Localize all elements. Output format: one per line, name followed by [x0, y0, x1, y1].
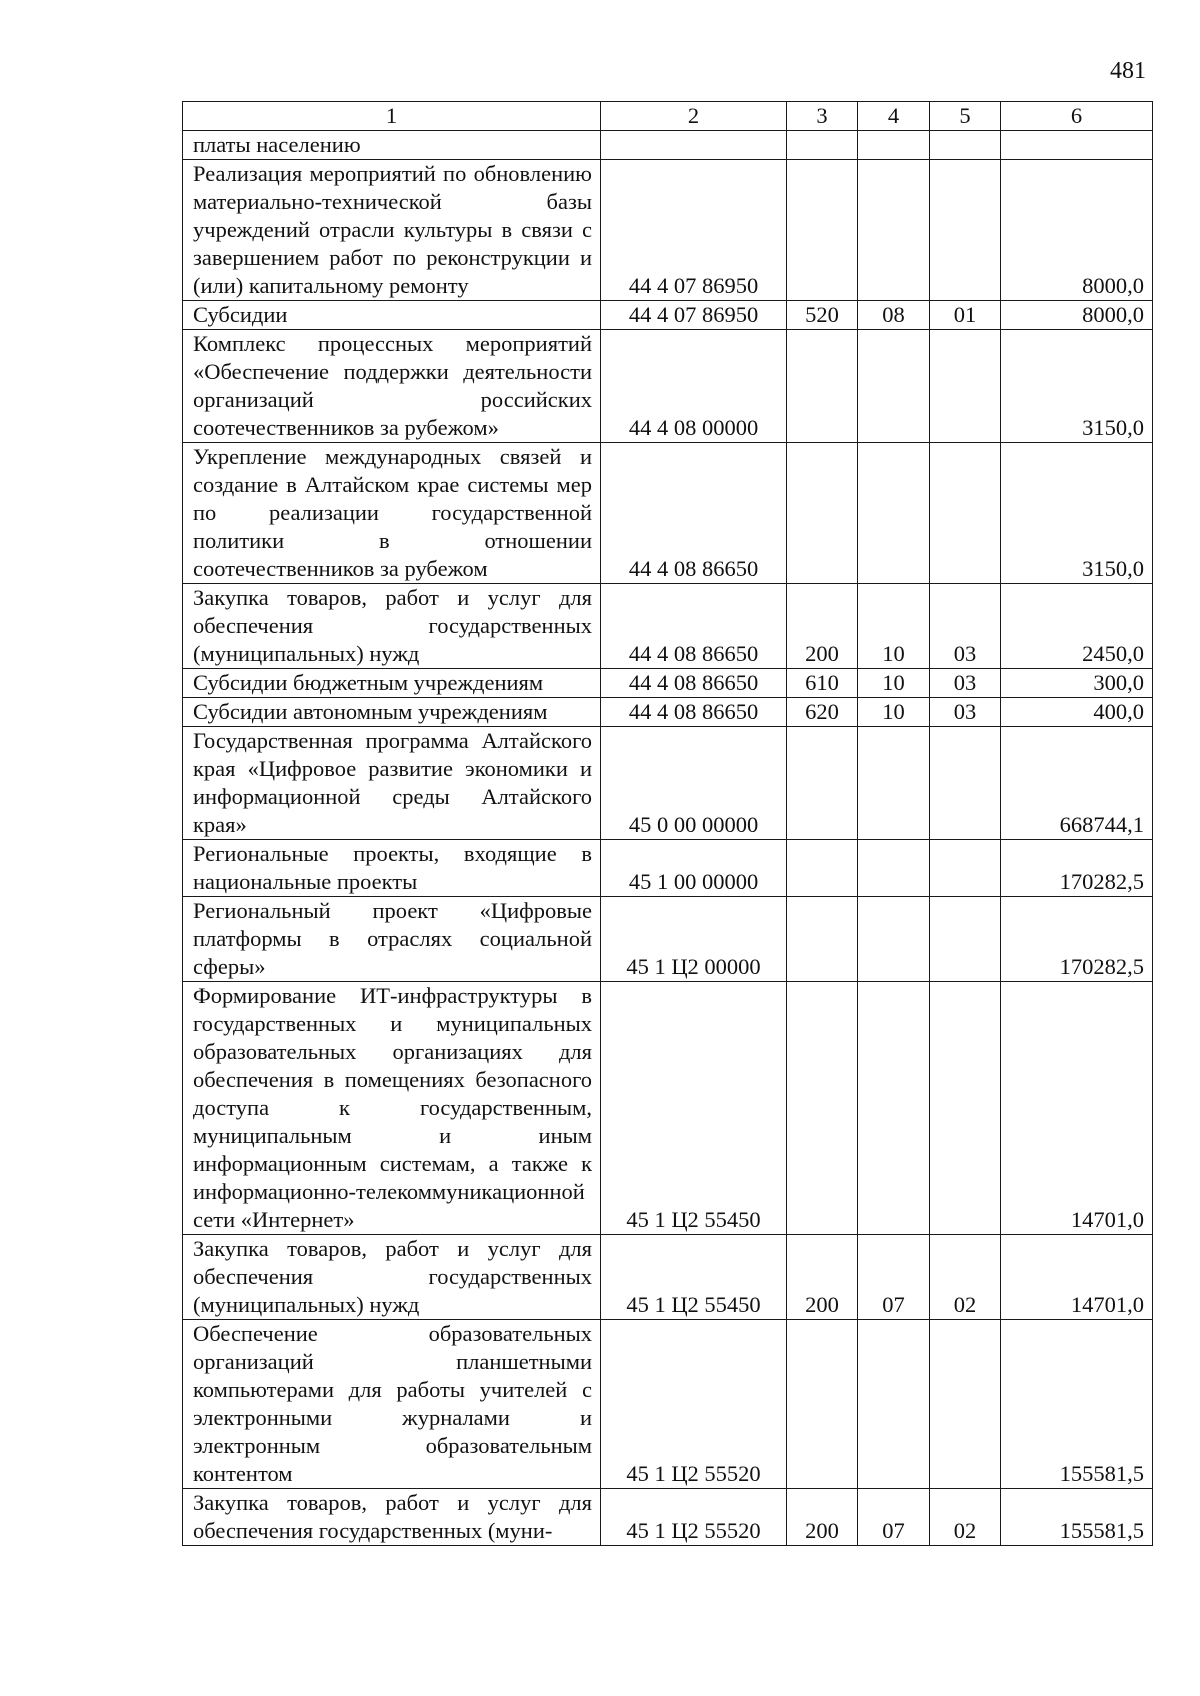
column-header: 2 [601, 102, 787, 131]
row-code: 45 1 Ц2 00000 [601, 897, 787, 982]
table-row [183, 1235, 1153, 1320]
row-sum: 14701,0 [1001, 982, 1153, 1235]
column-header: 5 [930, 102, 1001, 131]
row-name: Субсидии автономным учреждениям [183, 698, 601, 727]
row-col-5: 03 [930, 584, 1001, 669]
row-name: платы населению [183, 131, 601, 160]
table-row [183, 698, 1153, 727]
row-name: Укрепление международных связей и создание в Алтайском крае системы мер по реализации государственной политики в отношении соотечественников за рубежом [183, 443, 601, 584]
row-col-5 [930, 897, 1001, 982]
row-name: Субсидии [183, 301, 601, 330]
row-col-3 [787, 330, 858, 443]
row-col-5: 02 [930, 1235, 1001, 1320]
row-col-5 [930, 982, 1001, 1235]
row-code: 44 4 07 86950 [601, 301, 787, 330]
row-name: Обеспечение образовательных организаций планшетными компьютерами для работы учителей с электронными журналами и электронным образовательным контентом [183, 1320, 601, 1489]
row-sum: 668744,1 [1001, 727, 1153, 840]
row-col-3 [787, 727, 858, 840]
column-header: 4 [858, 102, 930, 131]
row-col-3: 200 [787, 1235, 858, 1320]
page-number: 481 [1110, 58, 1146, 84]
row-code: 45 1 Ц2 55450 [601, 1235, 787, 1320]
row-col-3: 200 [787, 1489, 858, 1546]
row-code: 45 1 Ц2 55520 [601, 1320, 787, 1489]
row-col-4 [858, 330, 930, 443]
table-header-row [183, 102, 1153, 131]
row-sum: 8000,0 [1001, 301, 1153, 330]
row-col-3: 200 [787, 584, 858, 669]
row-code: 45 1 Ц2 55520 [601, 1489, 787, 1546]
row-col-3: 610 [787, 669, 858, 698]
row-col-4 [858, 131, 930, 160]
row-sum: 155581,5 [1001, 1320, 1153, 1489]
row-name: Субсидии бюджетным учреждениям [183, 669, 601, 698]
row-col-4 [858, 160, 930, 301]
row-name: Формирование ИТ-инфраструктуры в государственных и муниципальных образовательных организациях для обеспечения в помещениях безопасного доступа к государственным, муниципальным и иным информационным системам, а также к информационно-телекоммуникационной сети «Интернет» [183, 982, 601, 1235]
table-row [183, 897, 1153, 982]
row-name: Региональные проекты, входящие в национальные проекты [183, 840, 601, 897]
row-col-5 [930, 160, 1001, 301]
table-row [183, 131, 1153, 160]
row-col-4 [858, 840, 930, 897]
row-col-5 [930, 840, 1001, 897]
row-col-5 [930, 1320, 1001, 1489]
row-sum: 170282,5 [1001, 840, 1153, 897]
row-col-3: 620 [787, 698, 858, 727]
row-col-3 [787, 840, 858, 897]
row-col-4 [858, 1320, 930, 1489]
table-row [183, 584, 1153, 669]
row-code [601, 131, 787, 160]
row-col-4 [858, 897, 930, 982]
row-sum: 3150,0 [1001, 443, 1153, 584]
row-col-4: 10 [858, 698, 930, 727]
row-col-3 [787, 897, 858, 982]
table-row [183, 301, 1153, 330]
row-col-5: 03 [930, 669, 1001, 698]
row-sum: 2450,0 [1001, 584, 1153, 669]
row-name: Комплекс процессных мероприятий «Обеспечение поддержки деятельности организаций российских соотечественников за рубежом» [183, 330, 601, 443]
row-sum: 400,0 [1001, 698, 1153, 727]
table-row [183, 982, 1153, 1235]
column-header: 6 [1001, 102, 1153, 131]
row-col-5 [930, 443, 1001, 584]
table-row [183, 1489, 1153, 1546]
row-code: 44 4 08 00000 [601, 330, 787, 443]
table-row [183, 1320, 1153, 1489]
row-sum: 14701,0 [1001, 1235, 1153, 1320]
row-name: Региональный проект «Цифровые платформы в отраслях социальной сферы» [183, 897, 601, 982]
row-col-4: 10 [858, 584, 930, 669]
row-col-3 [787, 1320, 858, 1489]
row-code: 45 0 00 00000 [601, 727, 787, 840]
row-col-4: 10 [858, 669, 930, 698]
table-row [183, 727, 1153, 840]
row-col-4: 07 [858, 1235, 930, 1320]
row-name: Закупка товаров, работ и услуг для обеспечения государственных (муниципальных) нужд [183, 584, 601, 669]
row-col-4: 08 [858, 301, 930, 330]
budget-table [182, 101, 1153, 1546]
row-code: 44 4 08 86650 [601, 698, 787, 727]
row-col-3 [787, 982, 858, 1235]
row-code: 44 4 08 86650 [601, 669, 787, 698]
row-col-5 [930, 727, 1001, 840]
table-row [183, 669, 1153, 698]
row-sum: 300,0 [1001, 669, 1153, 698]
row-col-3 [787, 131, 858, 160]
row-col-3: 520 [787, 301, 858, 330]
column-header: 3 [787, 102, 858, 131]
row-col-3 [787, 160, 858, 301]
row-col-4 [858, 727, 930, 840]
row-code: 45 1 00 00000 [601, 840, 787, 897]
table-row [183, 160, 1153, 301]
row-sum [1001, 131, 1153, 160]
row-col-5: 03 [930, 698, 1001, 727]
row-sum: 155581,5 [1001, 1489, 1153, 1546]
row-code: 45 1 Ц2 55450 [601, 982, 787, 1235]
table-row [183, 443, 1153, 584]
row-col-4 [858, 982, 930, 1235]
row-code: 44 4 07 86950 [601, 160, 787, 301]
table-body [183, 131, 1153, 1546]
column-header: 1 [183, 102, 601, 131]
row-name: Закупка товаров, работ и услуг для обеспечения государственных (муниципальных) нужд [183, 1235, 601, 1320]
row-col-5 [930, 131, 1001, 160]
row-sum: 8000,0 [1001, 160, 1153, 301]
row-col-3 [787, 443, 858, 584]
row-name: Государственная программа Алтайского края «Цифровое развитие экономики и информационной среды Алтайского края» [183, 727, 601, 840]
row-col-4: 07 [858, 1489, 930, 1546]
row-col-5: 02 [930, 1489, 1001, 1546]
row-name: Закупка товаров, работ и услуг для обеспечения государственных (муни- [183, 1489, 601, 1546]
row-col-5 [930, 330, 1001, 443]
row-col-5: 01 [930, 301, 1001, 330]
table-row [183, 330, 1153, 443]
row-col-4 [858, 443, 930, 584]
row-code: 44 4 08 86650 [601, 584, 787, 669]
row-name: Реализация мероприятий по обновлению материально-технической базы учреждений отрасли культуры в связи с завершением работ по реконструкции и (или) капитальному ремонту [183, 160, 601, 301]
row-sum: 170282,5 [1001, 897, 1153, 982]
table-row [183, 840, 1153, 897]
row-sum: 3150,0 [1001, 330, 1153, 443]
row-code: 44 4 08 86650 [601, 443, 787, 584]
